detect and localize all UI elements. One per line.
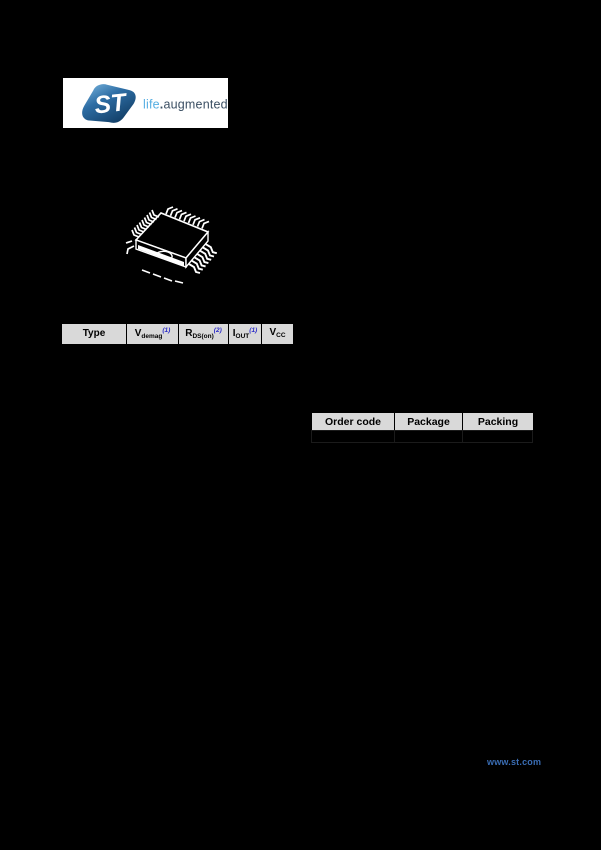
footnote-ref: (1) <box>162 326 171 334</box>
website-link[interactable]: www.st.com <box>487 757 542 767</box>
order-codes-table <box>311 412 534 432</box>
characteristics-header-row <box>62 324 294 345</box>
svg-text:ST: ST <box>93 89 128 120</box>
header-subscript: CC <box>276 332 286 340</box>
col-header-iout <box>229 324 262 345</box>
st-logo-icon <box>76 82 140 124</box>
header-text: Package <box>407 415 450 428</box>
divider <box>462 431 463 442</box>
tagline-dot: . <box>159 97 164 112</box>
col-header-order-code <box>312 413 395 432</box>
col-header-packing <box>463 413 534 432</box>
characteristics-table <box>61 323 294 345</box>
header-text: I <box>232 327 236 339</box>
header-subscript: DS(on) <box>192 332 214 340</box>
col-header-vcc <box>262 324 294 345</box>
tagline-life: life <box>143 97 160 112</box>
col-header-type <box>62 324 127 345</box>
chip-package-icon <box>112 202 238 294</box>
col-header-vdemag <box>127 324 179 345</box>
footnote-ref: (2) <box>213 326 222 334</box>
header-subscript: OUT <box>235 332 250 340</box>
tagline-augmented: augmented <box>163 97 228 112</box>
col-header-package <box>395 413 463 432</box>
header-subscript: demag <box>141 332 163 340</box>
order-table-data-row <box>311 430 533 443</box>
logo-tagline <box>143 98 228 112</box>
header-text: Type <box>82 328 106 339</box>
header-text: Packing <box>477 415 519 428</box>
order-header-row <box>312 413 534 432</box>
footnote-ref: (1) <box>249 326 258 334</box>
header-text: V <box>269 327 277 339</box>
divider <box>394 431 395 442</box>
chip-package-image <box>112 202 238 294</box>
header-text: R <box>185 327 193 339</box>
st-logo-box <box>63 78 228 128</box>
col-header-rdson <box>179 324 229 345</box>
header-text: V <box>134 327 142 339</box>
header-text: Order code <box>324 415 382 428</box>
